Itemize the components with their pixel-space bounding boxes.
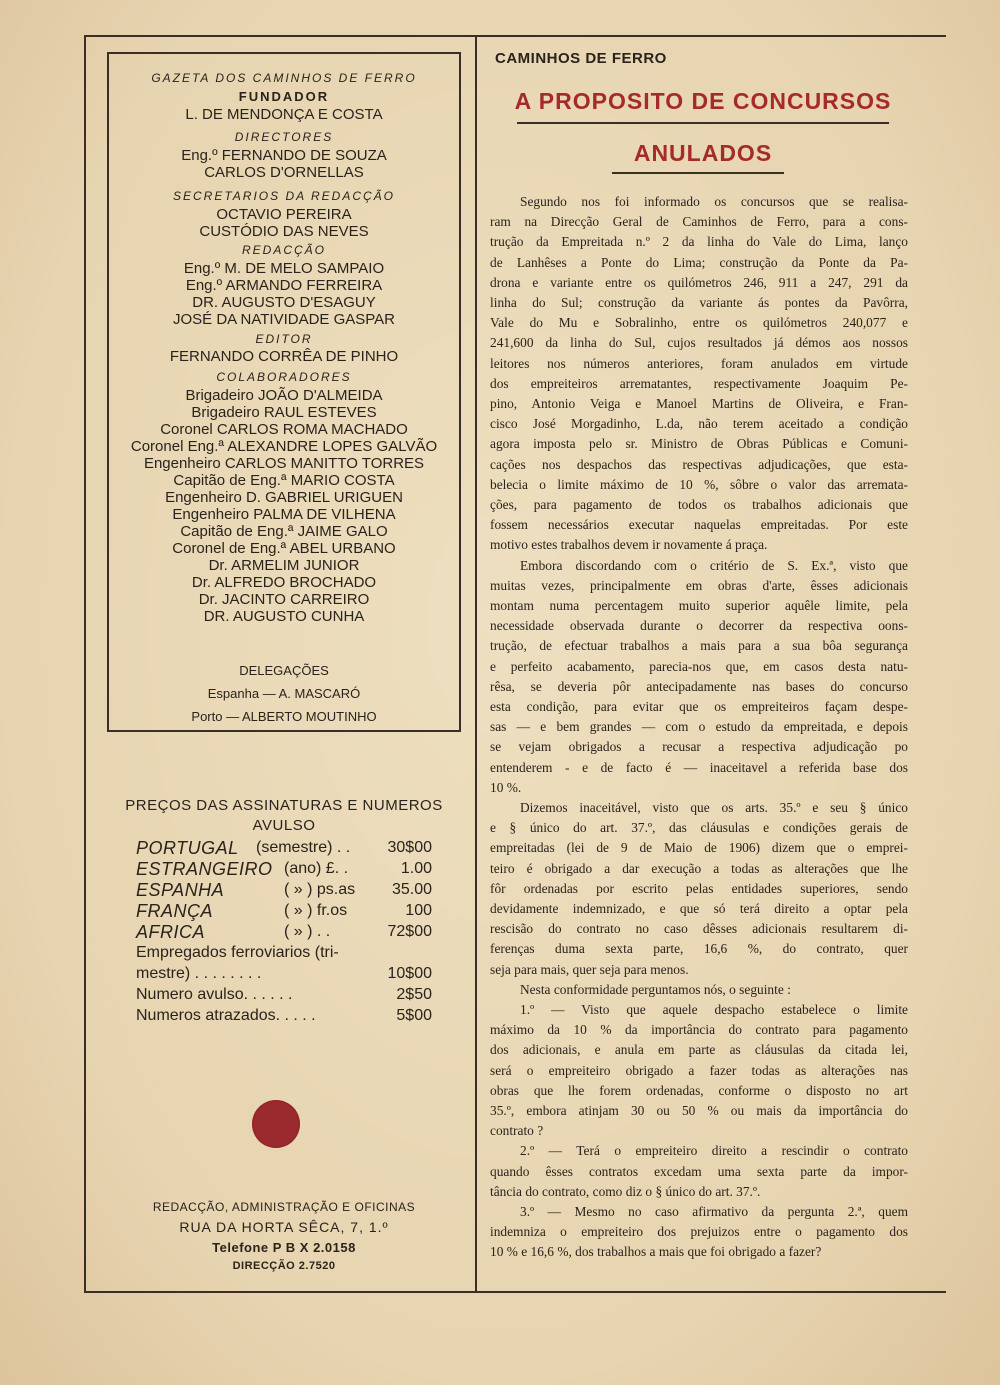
article-line: 1.º — Visto que aquele despacho estabelece o limite <box>520 1002 908 1017</box>
article-line: 3.º — Mesmo no caso afirmativo da pergunta 2.ª, quem <box>520 1204 908 1219</box>
headline2-underline <box>612 172 784 174</box>
contributor-name: Coronel CARLOS ROMA MACHADO <box>160 421 408 438</box>
article-line: leitores nos números anteriores, foram anulados em virtude <box>490 355 908 371</box>
price-detail: ( » ) fr.os <box>284 902 348 919</box>
article-line: devidamente indemnizado, e que só terá direito a optar pela <box>490 901 908 916</box>
price-amount: 35.00 <box>391 881 432 898</box>
price-detail: ( » ) ps.as <box>284 881 356 898</box>
headline-line1: A PROPOSITO DE CONCURSOS <box>514 88 892 114</box>
article-line: teiro é obrigado a dar execução a todas as alterações que lhe <box>490 860 908 876</box>
article-line: necessidade observada durante o decorrer da respectiva oons- <box>490 618 908 634</box>
article-line: de Lanhêses a Ponte do Lima; construção da Ponte da Pa- <box>490 254 908 270</box>
price-label: ESTRANGEIRO <box>136 859 273 879</box>
contributor-name: Engenheiro PALMA DE VILHENA <box>172 506 396 523</box>
price-label: ESPANHA <box>136 880 225 900</box>
article-line: e § único do art. 37.º, das cláusulas e condições gerais de <box>490 820 908 836</box>
article-line: Dizemos inaceitável, visto que os arts. 35.º e seu § único <box>520 800 908 815</box>
founder-heading: FUNDADOR <box>238 89 330 104</box>
secretaries-heading: SECRETARIOS DA REDACÇÃO <box>172 189 396 203</box>
article-line: rêsa, se deveria pôr antecipadamente nas bases do concurso <box>490 678 908 694</box>
article-line: agora imposta pelo sr. Ministro de Obras Públicas e Comuni- <box>490 436 908 452</box>
contributor-name: Dr. ARMELIM JUNIOR <box>208 557 360 574</box>
article-line: Embora discordando com o critério de S. Ex.ª, visto que <box>520 557 908 573</box>
section-rubric: CAMINHOS DE FERRO <box>495 50 667 67</box>
article-line: trução da Empreitada n.º 2 da linha do Vale do Lima, lanço <box>490 234 908 250</box>
price-label: PORTUGAL <box>136 838 239 858</box>
contributor-name: Engenheiro CARLOS MANITTO TORRES <box>143 455 425 472</box>
frame-top-rule <box>84 35 946 37</box>
secretary-name: CUSTÓDIO DAS NEVES <box>199 223 369 240</box>
price-amount: 1.00 <box>400 860 432 877</box>
article-line: pino, Antonio Veiga e Manoel Martins de Oliveira, e Fran- <box>490 396 908 411</box>
article-line: ferenças duma sexta parte, 16,6 %, do contrato, quer <box>490 941 908 957</box>
footer-street: RUA DA HORTA SÊCA, 7, 1.º <box>179 1219 389 1235</box>
article-line: tância do contrato, como diz o § único do art. 37.º. <box>490 1183 761 1199</box>
footer-telephone: Telefone P B X 2.0158 <box>212 1240 356 1255</box>
article-line: e perfeito acabamento, parecia-nos que, em casos desta natu- <box>490 658 908 674</box>
founder-name: L. DE MENDONÇA E COSTA <box>185 106 383 123</box>
price-detail: (ano) £. . <box>284 860 349 877</box>
contributor-name: Brigadeiro JOÃO D'ALMEIDA <box>185 387 383 404</box>
price-amount: 5$00 <box>396 1007 432 1024</box>
article-line: ções, para pagamento de todos os trabalhos adicionais que <box>490 497 908 512</box>
price-amount: 30$00 <box>387 839 432 856</box>
frame-bottom-rule <box>84 1291 946 1293</box>
price-label: FRANÇA <box>136 901 214 921</box>
editorial-name: Eng.º M. DE MELO SAMPAIO <box>183 260 385 277</box>
article-line: esta condição, para evitar que os empreiteiros façam despe- <box>490 699 908 714</box>
contributor-name: DR. AUGUSTO CUNHA <box>203 608 365 625</box>
article-line: trução, de efectuar trabalhos a mais para a sua bôa segurança <box>490 638 908 654</box>
contributor-name: Dr. JACINTO CARREIRO <box>198 591 370 608</box>
contributor-name: Coronel de Eng.ª ABEL URBANO <box>172 540 396 557</box>
headline-underline <box>517 122 889 124</box>
article-line: ram na Direcção Geral de Caminhos de Ferro, para a cons- <box>490 214 908 230</box>
article-line: contrato ? <box>490 1123 544 1139</box>
article-line: rescisão do contrato no caso dêsses adicionais resultarem di- <box>490 921 908 937</box>
article-line: cações nos despachos das respectivas adjudicações, que esta- <box>490 456 908 472</box>
article-line: será o empreiteiro obrigado a fazer todas as alterações nas <box>490 1062 908 1078</box>
contributor-name: Dr. ALFREDO BROCHADO <box>191 574 377 591</box>
headline-line2: ANULADOS <box>633 140 773 166</box>
prices-title-cont: AVULSO <box>252 817 316 834</box>
article-line: 241,600 da linha do Sul, cujos resultados já démos aos nossos <box>490 335 908 351</box>
article-line: 10 %. <box>490 779 522 795</box>
article-line: cisco José Morgadinho, L.da, não terem aceitado a condição <box>490 416 908 432</box>
contributor-name: Capitão de Eng.ª MARIO COSTA <box>173 472 395 489</box>
article-line: muitas vezes, principalmente em obras d'arte, êsses adicionais <box>490 577 908 593</box>
red-seal <box>252 1100 300 1148</box>
article-line: Nesta conformidade perguntamos nós, o seguinte : <box>520 981 791 997</box>
price-amount: 72$00 <box>387 923 432 940</box>
article-line: quando êsses contratos excedam uma sexta parte da impor- <box>490 1163 908 1179</box>
price-label: AFRICA <box>136 922 206 942</box>
director-name: Eng.º FERNANDO DE SOUZA <box>181 147 387 164</box>
article-line: Vale do Mu e Sobralinho, entre os quilómetros 240,077 e <box>490 315 908 331</box>
article-line: seja para mais, quer seja para menos. <box>490 961 689 977</box>
contributor-name: Capitão de Eng.ª JAIME GALO <box>180 523 388 540</box>
footer-address-heading: REDACÇÃO, ADMINISTRAÇÃO E OFICINAS <box>152 1200 416 1214</box>
editor-name: FERNANDO CORRÊA DE PINHO <box>169 348 399 365</box>
director-name: CARLOS D'ORNELLAS <box>204 164 364 181</box>
article-line: 10 % e 16,6 %, dos trabalhos a mais que foi obrigado a fazer? <box>490 1244 822 1260</box>
gazette-title: GAZETA DOS CAMINHOS DE FERRO <box>151 71 417 85</box>
article-line: dos adicionais, e anula em parte as cláusulas da citada lei, <box>490 1042 908 1058</box>
column-divider <box>475 37 477 1291</box>
editorial-name: Eng.º ARMANDO FERREIRA <box>185 277 383 294</box>
article-line: sas — e bem grandes — com o estudo da empreitada, e depois <box>490 719 908 735</box>
article-line: motivo estes trabalhos devem ir novamente á praça. <box>490 537 768 553</box>
article-line: dos empreiteiros arrematantes, respectivamente Joaquim Pe- <box>490 375 908 391</box>
price-amount: 2$50 <box>396 986 432 1003</box>
article-line: 35.º, embora atinjam 30 ou 50 % ou mais da importância do <box>490 1103 908 1118</box>
price-detail: (semestre) . . <box>256 839 351 856</box>
article-line: indemniza o empreiteiro dos prejuizos entre o pagamento dos <box>490 1224 908 1240</box>
price-label: Numeros atrazados. . . . . <box>136 1007 316 1024</box>
delegation-spain: Espanha — A. MASCARÓ <box>207 686 361 701</box>
editor-heading: EDITOR <box>255 332 313 346</box>
article-line: Segundo nos foi informado os concursos que se realisa- <box>520 194 908 209</box>
price-amount: 10$00 <box>387 965 432 982</box>
frame-left-rule <box>84 35 86 1293</box>
price-label: Empregados ferroviarios (tri- <box>136 944 339 961</box>
article-line: montam numa percentagem muito superior aquêle limite, pela <box>490 598 908 613</box>
article-line: linha do Sul; construção da variante ás pontes da Pavôrra, <box>490 295 908 310</box>
secretary-name: OCTAVIO PEREIRA <box>216 206 352 223</box>
article-line: 2.º — Terá o empreiteiro direito a rescindir o contrato <box>520 1143 908 1159</box>
contributor-name: Engenheiro D. GABRIEL URIGUEN <box>165 489 403 506</box>
article-line: obras que lhe forem ordenadas, conforme o disposto no art <box>490 1082 908 1098</box>
article-line: máximo da 10 % da importância do contrato para pagamento <box>490 1022 908 1038</box>
editorial-name: DR. AUGUSTO D'ESAGUY <box>192 294 376 311</box>
article-line: fôr ordenadas por escrito pelas entidades superiores, sendo <box>490 880 908 896</box>
price-label: Numero avulso. . . . . . <box>136 986 293 1003</box>
price-amount: 100 <box>405 902 432 919</box>
article-line: se vejam obrigados a recusar a respectiva adjudicação po <box>490 739 908 755</box>
contributor-name: Coronel Eng.ª ALEXANDRE LOPES GALVÃO <box>130 438 438 455</box>
article-line: fossem necessários executar naquelas empreitadas. Por este <box>490 517 908 533</box>
editorial-heading: REDACÇÃO <box>241 243 326 257</box>
price-detail: ( » ) . . <box>284 923 331 940</box>
article-line: belecia o limite máximo de 10 %, sôbre o valor das arremata- <box>490 476 908 492</box>
directors-heading: DIRECTORES <box>234 130 334 144</box>
delegation-porto: Porto — ALBERTO MOUTINHO <box>191 709 377 724</box>
prices-title: PREÇOS DAS ASSINATURAS E NUMEROS <box>125 797 443 814</box>
contributor-name: Brigadeiro RAUL ESTEVES <box>191 404 377 421</box>
article-line: entenderem - e de facto é — inaceitavel a referida base dos <box>490 759 908 775</box>
price-label: mestre) . . . . . . . . <box>136 965 262 982</box>
article-line: drona e variante entre os quilómetros 246, 911 a 247, 291 da <box>490 274 908 290</box>
article-line: empreitadas (lei de 9 de Maio de 1906) dizem que o emprei- <box>490 840 908 856</box>
footer-direction: DIRECÇÃO 2.7520 <box>232 1260 336 1272</box>
delegations-heading: DELEGAÇÕES <box>239 663 329 678</box>
editorial-name: JOSÉ DA NATIVIDADE GASPAR <box>173 311 395 328</box>
contributors-heading: COLABORADORES <box>216 370 352 384</box>
